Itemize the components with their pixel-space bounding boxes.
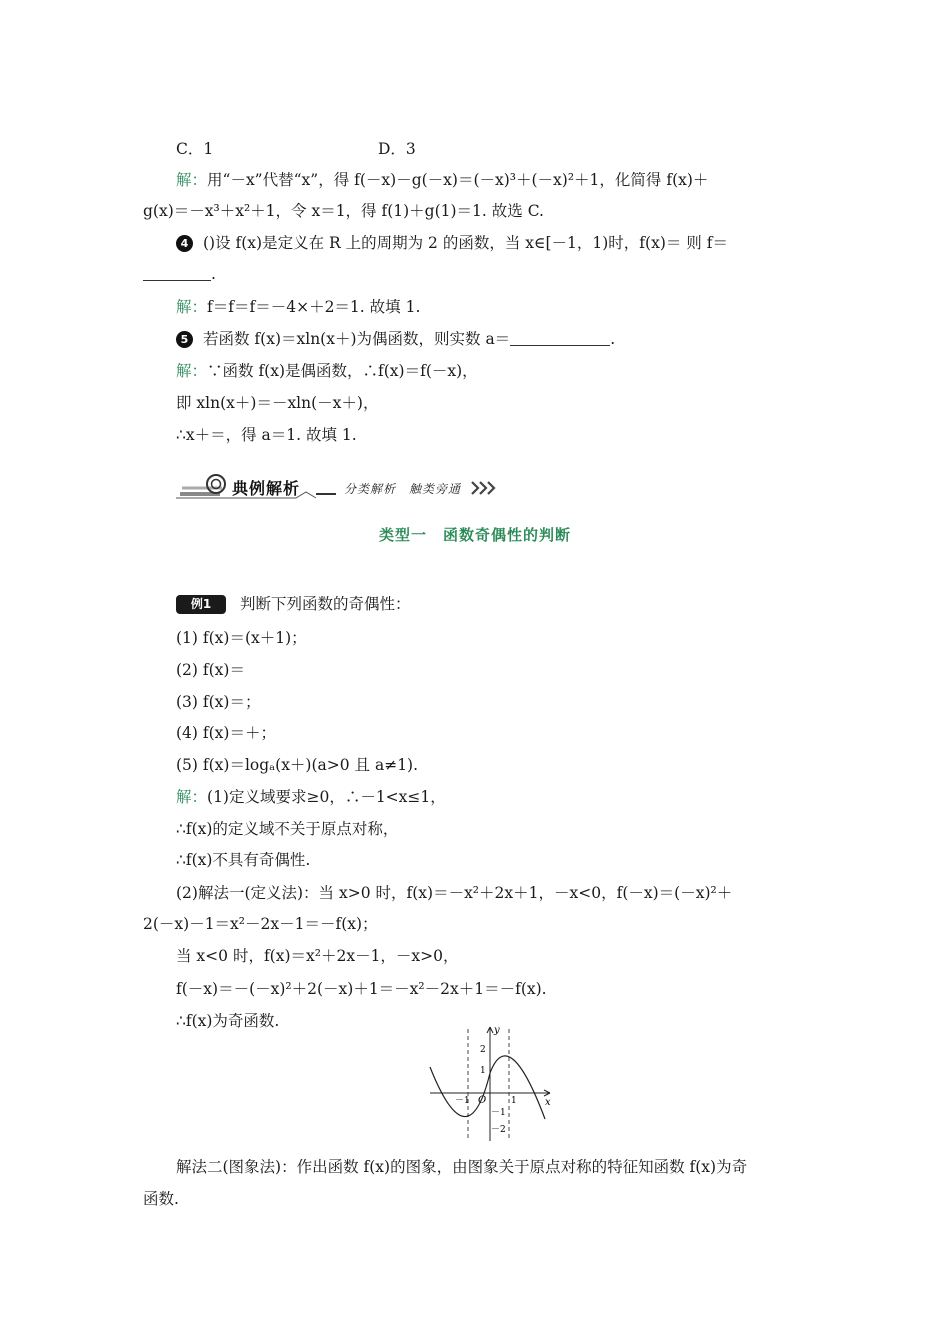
- method2-line1: 解法二(图象法)：作出函数 f(x)的图象，由图象关于原点对称的特征知函数 f(x)为奇: [176, 1158, 748, 1176]
- example1-solution-line: [176, 786, 446, 808]
- solution-label: 解：: [176, 298, 208, 316]
- tick-label-x1: 1: [511, 1096, 517, 1106]
- tick-label-yneg2: －2: [491, 1125, 506, 1135]
- x-axis-label: x: [545, 1097, 551, 1108]
- origin-label: O: [478, 1095, 487, 1106]
- y-axis-label: y: [494, 1025, 500, 1036]
- section-title: 类型一 函数奇偶性的判断: [378, 526, 571, 544]
- solution-label: 解：: [176, 171, 208, 189]
- q3-solution-line2: g(x)＝－x³＋x²＋1，令 x＝1，得 f(1)＋g(1)＝1. 故选 C.: [143, 202, 544, 220]
- q4-question-line2: [143, 263, 216, 285]
- method2-line2: 函数.: [143, 1190, 179, 1208]
- solution-label: 解：: [176, 788, 208, 806]
- q5-question: [176, 328, 615, 350]
- tick-label-y2: 2: [480, 1045, 486, 1055]
- example1-item: (3) f(x)＝；: [176, 693, 261, 711]
- solution-text: (1)定义域要求≥0，∴－1<x≤1，: [207, 788, 446, 806]
- q5-solution-line3: ∴x＋＝，得 a＝1. 故填 1.: [176, 426, 357, 444]
- option-c: C．1: [176, 140, 214, 158]
- q4-question-line1: [176, 232, 728, 254]
- solution-text: ∵函数 f(x)是偶函数，∴f(x)＝f(－x)，: [207, 362, 478, 380]
- example1-solution-line: 2(－x)－1＝x²－2x－1＝－f(x)；: [143, 915, 378, 933]
- banner-title: 典例解析: [232, 479, 301, 498]
- solution-label: 解：: [176, 362, 208, 380]
- answer-blank: [510, 331, 610, 346]
- example1-prompt: 判断下列函数的奇偶性：: [240, 595, 411, 613]
- function-graph: [425, 1023, 555, 1145]
- section-banner: [176, 472, 516, 504]
- example1-item: (5) f(x)＝logₐ(x＋)(a>0 且 a≠1).: [176, 756, 419, 774]
- q4-suffix: .: [211, 265, 216, 283]
- q4-solution: [176, 296, 420, 318]
- example1-solution-line: f(－x)＝－(－x)²＋2(－x)＋1＝－x²－2x＋1＝－f(x).: [176, 980, 547, 998]
- solution-text: f＝f＝f＝－4×＋2＝1. 故填 1.: [207, 298, 421, 316]
- example1-item: (2) f(x)＝: [176, 661, 245, 679]
- q5-text: 若函数 f(x)＝xln(x＋)为偶函数，则实数 a＝: [203, 330, 511, 348]
- q3-solution-line1: [176, 169, 708, 191]
- solution-text: 用“－x”代替“x”，得 f(－x)－g(－x)＝(－x)³＋(－x)²＋1，化简得 f(x)＋: [207, 171, 709, 189]
- q5-solution-line1: [176, 360, 478, 382]
- example1-solution-line: (2)解法一(定义法)：当 x>0 时，f(x)＝－x²＋2x＋1，－x<0，f(－x)＝(－x)²＋: [176, 884, 733, 902]
- tick-label-y1: 1: [480, 1066, 486, 1076]
- example1-solution-line: ∴f(x)不具有奇偶性.: [176, 851, 311, 869]
- question-number-badge: 5: [176, 331, 193, 348]
- example1-solution-line: ∴f(x)的定义域不关于原点对称，: [176, 820, 399, 838]
- q5-solution-line2: 即 xln(x＋)＝－xln(－x＋)，: [176, 394, 379, 412]
- example-badge: 例1: [176, 595, 226, 614]
- q5-suffix: .: [610, 330, 616, 348]
- banner-subtitle: 分类解析 触类旁通: [344, 482, 462, 496]
- tick-label-xneg1: －1: [455, 1096, 470, 1106]
- tick-label-yneg1: －1: [491, 1108, 506, 1118]
- example1-prompt-line: [176, 593, 411, 615]
- example1-solution-line: ∴f(x)为奇函数.: [176, 1012, 280, 1030]
- question-number-badge: 4: [176, 235, 193, 252]
- example1-item: (1) f(x)＝(x＋1)；: [176, 629, 307, 647]
- example1-item: (4) f(x)＝＋；: [176, 724, 276, 742]
- option-d: D．3: [378, 140, 416, 158]
- answer-blank: [143, 266, 211, 281]
- q4-text: ()设 f(x)是定义在 R 上的周期为 2 的函数，当 x∈[－1，1)时，f(x)＝ 则 f＝: [203, 234, 728, 252]
- example1-solution-line: 当 x<0 时，f(x)＝x²＋2x－1，－x>0，: [176, 947, 459, 965]
